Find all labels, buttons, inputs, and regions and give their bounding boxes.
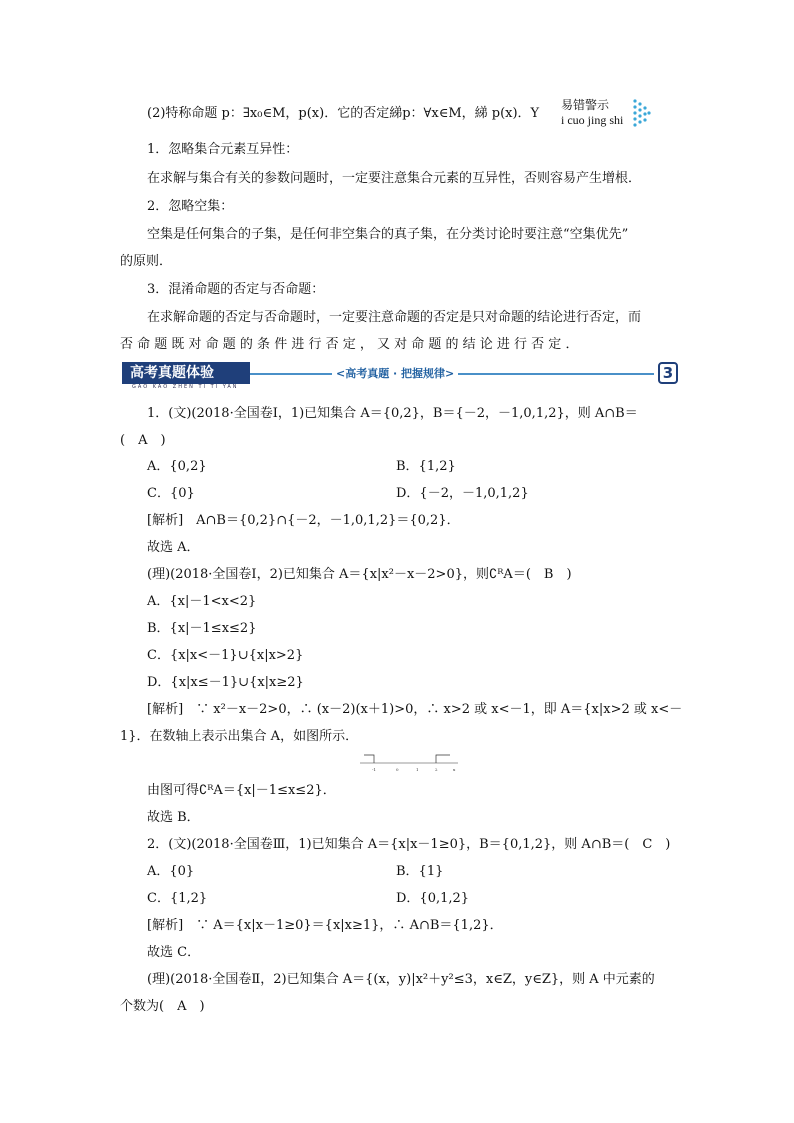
tick-label-1: 1 [416, 767, 419, 772]
q2-analysis: [解析] ∵ A＝{x|x－1≥0}＝{x|x≥1}，∴ A∩B＝{1,2}． [147, 918, 503, 933]
q1-option-b: B．{1,2} [396, 459, 456, 474]
q1-stem: 1．(文)(2018·全国卷Ⅰ，1)已知集合 A＝{0,2}，B＝{－2，－1,0,1,2}，则 A∩B＝ [147, 406, 638, 421]
q1-option-c: C．{0} [147, 486, 195, 501]
banner-subtitle: GAO KAO ZHEN TI TI YAN [132, 384, 239, 390]
number-line-figure [360, 751, 460, 773]
chevron-arrows-icon [632, 98, 652, 128]
q1b-choice: 故选 B． [147, 810, 200, 825]
q1b-option-d: D．{x|x≤－1}∪{x|x≥2} [147, 675, 304, 690]
tick-label-neg1: -1 [372, 767, 376, 772]
q2-option-b: B．{1} [396, 864, 444, 879]
banner-number: 3 [658, 362, 678, 384]
q2b-stem-cont: 个数为( A ) [120, 999, 205, 1014]
banner-title: 高考真题体验 [122, 362, 250, 384]
warning-1-heading: 1．忽略集合元素互异性： [147, 142, 299, 157]
q1b-option-c: C．{x|x<－1}∪{x|x>2} [147, 648, 304, 663]
section-banner [122, 362, 682, 390]
q1b-option-b: B．{x|－1≤x≤2} [147, 621, 257, 636]
q1b-conclusion: 由图可得∁ᴿA＝{x|－1≤x≤2}． [147, 783, 336, 798]
warning-2-body-cont: 的原则． [120, 254, 173, 269]
q1-analysis: [解析] A∩B＝{0,2}∩{－2，－1,0,1,2}＝{0,2}． [147, 513, 460, 528]
q1-option-d: D．{－2，－1,0,1,2} [396, 486, 529, 501]
q1b-analysis: [解析] ∵ x²－x－2>0，∴ (x－2)(x＋1)>0，∴ x>2 或 x<－1，即 A＝{x|x>2 或 x<－ [147, 702, 683, 717]
q1b-analysis-cont: 1}．在数轴上表示出集合 A，如图所示． [120, 729, 359, 744]
q2-stem: 2．(文)(2018·全国卷Ⅲ，1)已知集合 A＝{x|x－1≥0}，B＝{0,1,2}，则 A∩B＝( C ) [147, 837, 671, 852]
q2-option-a: A．{0} [147, 864, 195, 879]
q1-option-a: A．{0,2} [147, 459, 207, 474]
q2-option-c: C．{1,2} [147, 891, 208, 906]
q1b-stem: (理)(2018·全国卷Ⅰ，2)已知集合 A＝{x|x²－x－2>0}，则∁ᴿA＝( B ) [147, 567, 572, 582]
warning-2-heading: 2．忽略空集： [147, 199, 234, 214]
q1-choice: 故选 A． [147, 540, 200, 555]
warning-title: 易错警示 [561, 98, 610, 112]
warning-3-heading: 3．混淆命题的否定与否命题： [147, 282, 325, 297]
q2-option-d: D．{0,1,2} [396, 891, 470, 906]
warning-2-body: 空集是任何集合的子集，是任何非空集合的真子集，在分类讨论时要注意“空集优先” [147, 227, 629, 242]
tick-label-0: 0 [396, 767, 399, 772]
banner-middle: <高考真题 · 把握规律> [332, 365, 458, 381]
warning-3-body: 在求解命题的否定与否命题时，一定要注意命题的否定是只对命题的结论进行否定，而 [147, 310, 642, 325]
tick-label-2: 2 [435, 767, 438, 772]
q2-choice: 故选 C． [147, 945, 201, 960]
intro-line: (2)特称命题 p：∃x₀∈M，p(x)．它的否定綈p：∀x∈M，綈 p(x)．Y [147, 106, 540, 121]
q1-answer: ( A ) [120, 433, 166, 448]
warning-1-body: 在求解与集合有关的参数问题时，一定要注意集合元素的互异性，否则容易产生增根． [147, 171, 642, 186]
warning-pinyin: i cuo jing shi [561, 113, 624, 127]
q1b-option-a: A．{x|－1<x<2} [147, 594, 257, 609]
tick-label-x: x [453, 767, 456, 772]
warning-badge [561, 96, 623, 128]
warning-3-body-cont: 否 命 题 既 对 命 题 的 条 件 进 行 否 定 ， 又 对 命 题 的 结 论 进 行 否 定 ． [120, 337, 579, 352]
q2b-stem: (理)(2018·全国卷Ⅱ，2)已知集合 A＝{(x，y)|x²＋y²≤3，x∈Z，y∈Z}，则 A 中元素的 [147, 972, 655, 987]
